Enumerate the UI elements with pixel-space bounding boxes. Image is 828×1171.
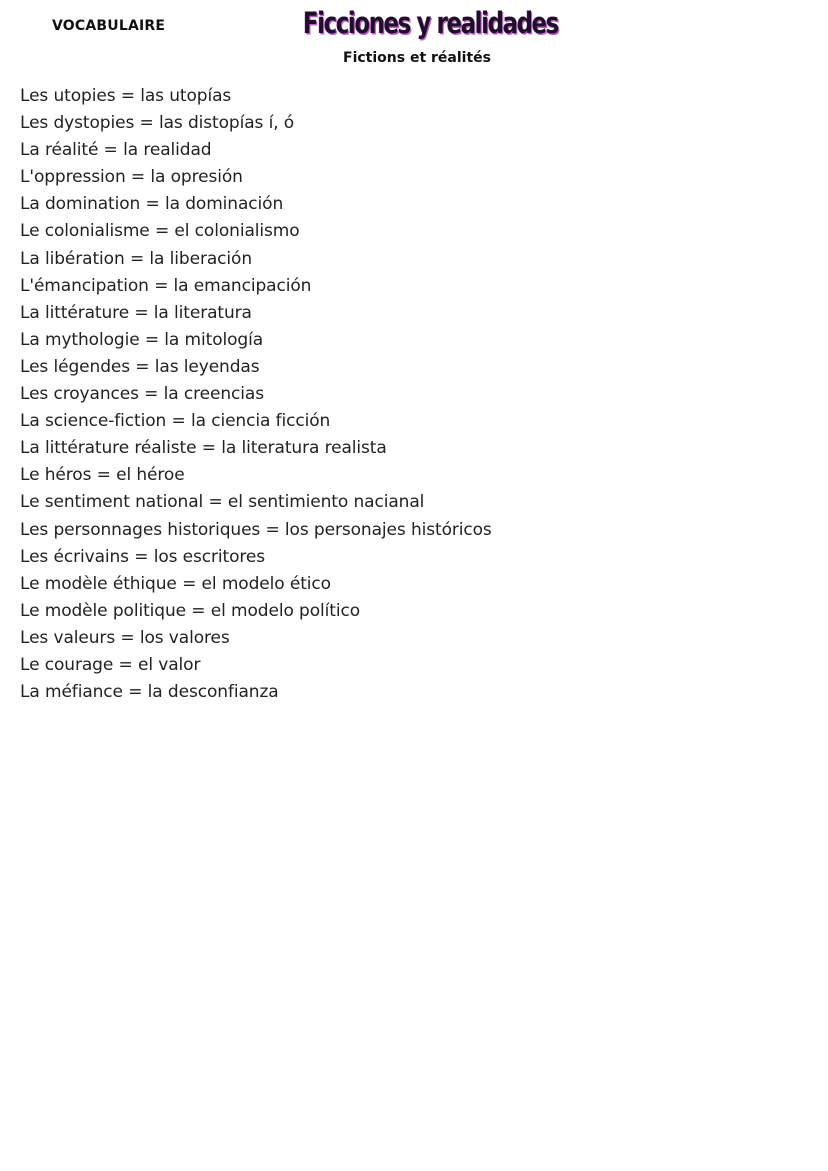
vocabulary-item: Le sentiment national = el sentimiento nacianal [20,492,425,513]
vocabulary-item: Le modèle éthique = el modelo ético [20,573,331,594]
vocabulary-item: La littérature = la literatura [20,302,252,323]
vocabulary-item: Les personnages historiques = los personajes históricos [20,519,492,540]
vocabulary-item: Les dystopies = las distopías í, ó [20,113,295,134]
vocabulary-item: L'émancipation = la emancipación [20,275,312,296]
vocabulary-item: La domination = la dominación [20,194,284,215]
vocabulary-item: La littérature réaliste = la literatura realista [20,438,387,459]
vocabulary-item: Le colonialisme = el colonialismo [20,221,300,242]
vocabulary-item: Les écrivains = los escritores [20,546,266,567]
vocabulary-item: Les légendes = las leyendas [20,356,260,377]
vocabulary-item: Le courage = el valor [20,654,201,675]
vocabulary-item: La méfiance = la desconfianza [20,682,279,703]
vocabulary-item: Les utopies = las utopías [20,86,232,106]
vocabulary-item: La mythologie = la mitología [20,329,264,350]
vocabulary-item: La science-fiction = la ciencia ficción [20,411,331,432]
vocabulary-item: Les valeurs = los valores [20,627,230,648]
page-title: Ficciones y realidades [303,6,558,40]
vocabulary-item: Le modèle politique = el modelo político [20,600,361,621]
vocabulary-list [20,83,492,706]
vocabulary-item: La libération = la liberación [20,248,253,269]
section-label: VOCABULAIRE [52,18,166,34]
vocabulary-item: Les croyances = la creencias [20,384,264,405]
vocabulary-item: La réalité = la realidad [20,140,212,161]
vocabulary-item: Le héros = el héroe [20,465,185,486]
page-subtitle: Fictions et réalités [343,50,491,66]
vocabulary-item: L'oppression = la opresión [20,167,243,188]
